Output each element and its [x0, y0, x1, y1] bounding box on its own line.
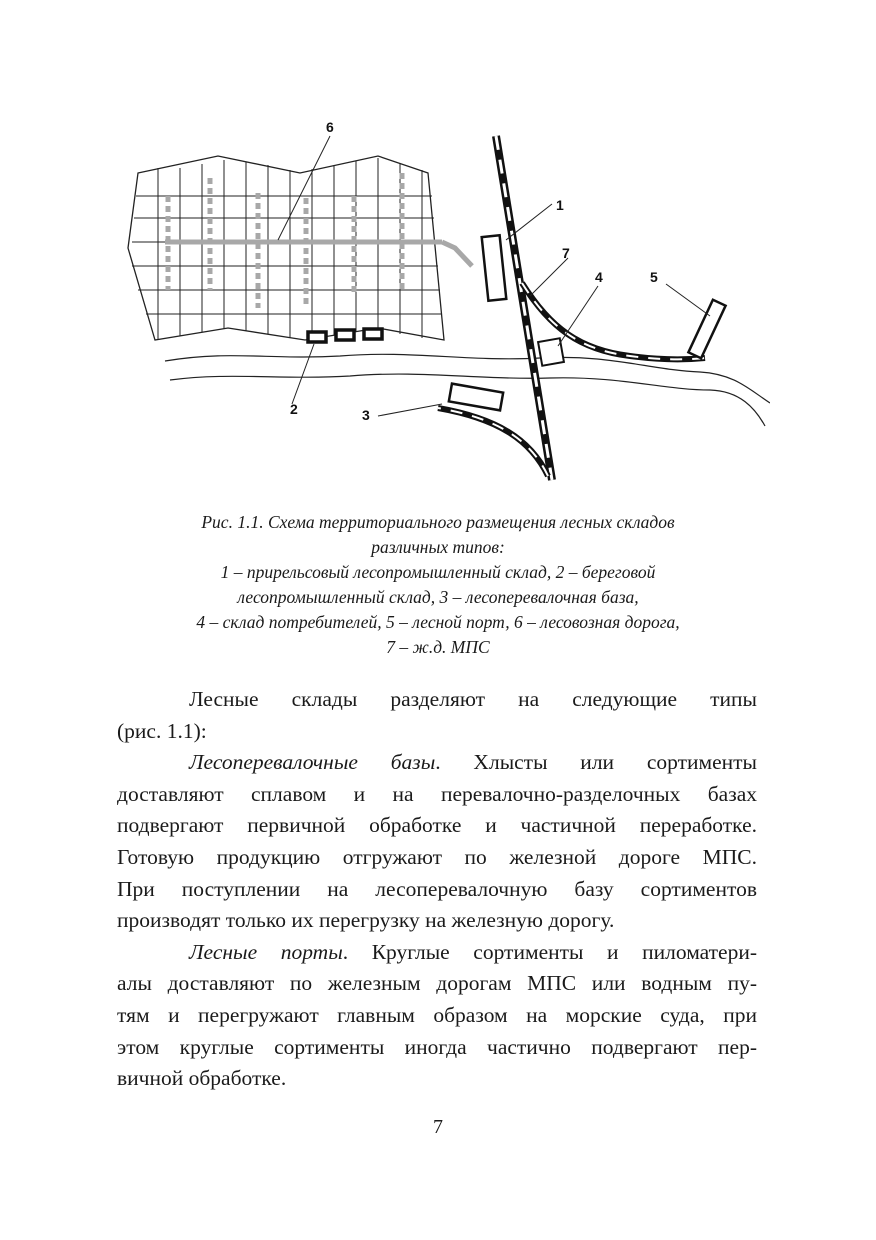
label-7: 7 [562, 245, 570, 261]
label-6: 6 [326, 119, 334, 135]
paragraph-2-line-6: производят только их перегрузку на железную дорогу. [117, 908, 615, 933]
page-number: 7 [433, 1116, 443, 1138]
figure-caption [120, 510, 756, 660]
shore-warehouses [308, 329, 382, 342]
label-5: 5 [650, 269, 658, 285]
transshipment-base [449, 384, 503, 411]
paragraph-2-line-1: Лесоперевалочные базы. Хлысты или сортименты [189, 750, 758, 775]
paragraph-3-line-1: Лесные порты. Круглые сортименты и пиломатери- [189, 939, 757, 964]
caption-line-5: 4 – склад потребителей, 5 – лесной порт, 6 – лесовозная дорога, [196, 612, 680, 632]
paragraph-3-line-3: тям и перегружают главным образом на морские суда, при [117, 1002, 757, 1027]
logging-road [165, 173, 472, 308]
paragraph-1-line-1: Лесные склады разделяют на следующие типы [189, 687, 757, 711]
paragraph-3-line-4: этом круглые сортименты иногда частично подвергают пер- [117, 1034, 757, 1059]
label-3: 3 [362, 407, 370, 423]
caption-line-3: 1 – прирельсовый лесопромышленный склад, 2 – береговой [220, 562, 656, 582]
paragraph-2-line-2: доставляют сплавом и на перевалочно-разделочных базах [117, 781, 757, 806]
paragraph-3-line-2: алы доставляют по железным дорогам МПС или водным пу- [117, 971, 757, 996]
rail-side-warehouse [482, 235, 507, 301]
label-4: 4 [595, 269, 603, 285]
warehouse-placement-diagram [110, 118, 770, 490]
caption-line-1: Рис. 1.1. Схема территориального размещения лесных складов [201, 512, 675, 532]
paragraph-2-line-4: Готовую продукцию отгружают по железной дороге МПС. [117, 844, 757, 869]
railway-branch-base [438, 408, 548, 476]
diagram-svg [110, 118, 770, 490]
body-text [117, 684, 757, 1095]
paragraph-2-line-3: подвергают первичной обработке и частичной переработке. [117, 813, 757, 838]
logging-area [128, 156, 444, 340]
paragraph-3-line-5: вичной обработке. [117, 1066, 287, 1091]
label-2: 2 [290, 401, 298, 417]
caption-line-4: лесопромышленный склад, 3 – лесоперевалочная база, [237, 587, 639, 607]
label-1: 1 [556, 197, 564, 213]
caption-line-6: 7 – ж.д. МПС [386, 637, 490, 657]
timber-port [688, 300, 725, 358]
paragraph-1-line-2: (рис. 1.1): [117, 718, 207, 743]
caption-line-2: различных типов: [371, 537, 505, 557]
paragraph-2-line-5: При поступлении на лесоперевалочную базу сортиментов [117, 876, 757, 901]
